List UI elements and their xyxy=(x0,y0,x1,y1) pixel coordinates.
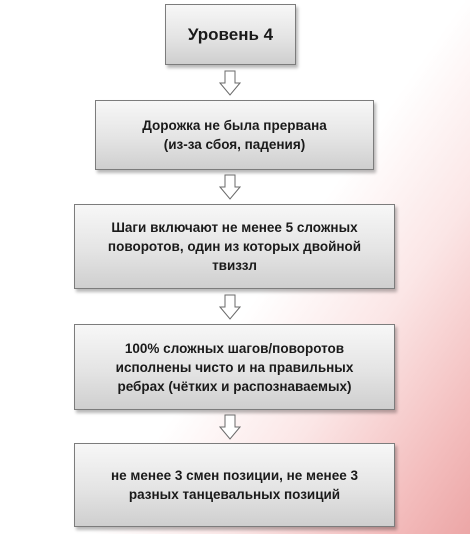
step-line: поворотов, один из которых двойной xyxy=(107,239,362,254)
flow-step-text xyxy=(142,116,327,154)
flow-step-difficult-turns xyxy=(74,204,395,289)
down-arrow-icon xyxy=(219,70,241,96)
flow-step-text xyxy=(108,218,361,275)
flow-step-level xyxy=(165,4,296,65)
step-line: Уровень 4 xyxy=(187,25,274,44)
down-arrow-icon xyxy=(219,174,241,200)
step-line: ребрах (чётких и распознаваемых) xyxy=(117,378,352,394)
flow-step-clean-execution xyxy=(74,324,395,410)
down-arrow-icon xyxy=(219,414,241,440)
flow-step-track-not-interrupted xyxy=(95,100,374,170)
step-line: 100% сложных шагов/поворотов xyxy=(124,340,345,356)
down-arrow-icon xyxy=(219,294,241,320)
flow-step-level-text xyxy=(188,25,273,44)
step-line: Дорожка не была прервана xyxy=(142,118,327,133)
step-line: твиззл xyxy=(212,258,257,273)
step-line: (из-за сбоя, падения) xyxy=(163,137,306,152)
flow-step-dance-positions xyxy=(74,443,395,527)
flow-step-text xyxy=(116,339,354,396)
step-line: Шаги включают не менее 5 сложных xyxy=(111,220,358,235)
step-line: исполнены чисто и на правильных xyxy=(115,359,354,375)
flow-step-text xyxy=(111,466,358,504)
step-line: не менее 3 смен позиции, не менее 3 xyxy=(111,468,358,483)
step-line: разных танцевальных позиций xyxy=(128,487,341,502)
